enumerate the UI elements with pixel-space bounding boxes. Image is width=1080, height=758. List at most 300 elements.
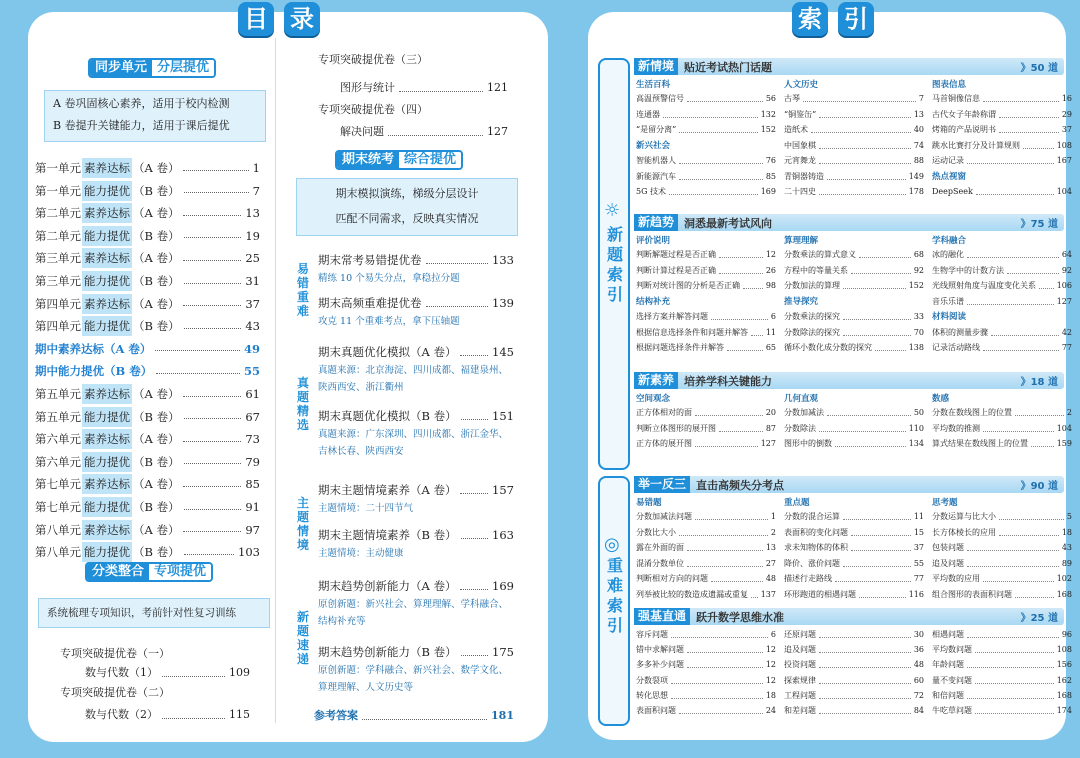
leader-dots	[843, 323, 911, 336]
section-pill	[88, 58, 216, 78]
index-item	[636, 658, 776, 671]
leader-dots	[983, 419, 1054, 432]
leader-dots	[827, 403, 911, 416]
index-item	[636, 326, 776, 339]
section-pill-b: 专项提优	[149, 564, 211, 580]
index-item-name: 运动记录	[932, 156, 964, 165]
index-item-name: 二十四史	[784, 187, 816, 196]
index-item	[932, 123, 1072, 136]
index-item	[932, 526, 1072, 539]
index-count: 》90 道	[1020, 481, 1058, 492]
index-item-page: 60	[913, 675, 924, 685]
special-title: 专项突破提优卷（三）	[318, 53, 428, 66]
unit-page: 19	[245, 228, 260, 243]
index-item	[784, 658, 924, 671]
unit-post: （A 卷）	[133, 477, 180, 492]
index-item-name: 算式结果在数线图上的位置	[932, 439, 1028, 448]
exam-note: 主题情境：主动健康	[318, 548, 404, 559]
section-pill	[85, 562, 213, 582]
unit-row	[35, 226, 260, 246]
index-item-page: 152	[760, 125, 776, 134]
leader-dots	[967, 554, 1059, 567]
exam-title: 期末趋势创新能力（A 卷）	[318, 579, 457, 593]
group-side-label: 主 题 情 境	[296, 496, 309, 552]
special-page: 121	[487, 81, 508, 94]
index-item-name: 分数加减法	[784, 408, 824, 417]
unit-pre: 第一单元	[35, 183, 81, 198]
index-item-name: 图形中的倒数	[784, 439, 832, 448]
index-item	[784, 689, 924, 702]
index-tag: 新趋势	[634, 214, 678, 231]
unit-row	[35, 271, 260, 291]
index-item-name: 列举被比较的数造成遗漏或重复	[636, 589, 748, 599]
index-item	[636, 422, 776, 435]
index-item-name: 判断立体图形的展开图	[636, 423, 716, 433]
target-icon: ◎	[604, 534, 620, 555]
unit-pre: 第三单元	[35, 274, 81, 288]
unit-page: 79	[245, 454, 260, 469]
index-category: 生活百科	[636, 80, 671, 90]
unit-tag: 素养达标	[82, 429, 132, 449]
index-item-page: 77	[1061, 343, 1072, 352]
exam-row	[318, 344, 514, 360]
index-item-page: 168	[1056, 690, 1072, 700]
exam-title: 期末真题优化模拟（A 卷）	[318, 345, 457, 359]
index-tag: 新素养	[634, 372, 678, 389]
index-item-name: 投资问题	[784, 660, 816, 670]
index-item-page: 156	[1056, 660, 1072, 670]
leader-dots	[999, 105, 1059, 118]
index-item-name: 表面积的变化问题	[784, 527, 848, 537]
index-category: 重点题	[784, 498, 810, 508]
leader-dots	[727, 338, 763, 351]
unit-tag: 能力提优	[82, 316, 132, 336]
special-row	[85, 707, 250, 723]
intro-line: B 卷提升关键能力，适用于课后提优	[53, 119, 230, 132]
unit-row	[35, 158, 260, 178]
side-label-key: 重 难 索 引	[606, 556, 623, 635]
index-item	[932, 437, 1072, 450]
leader-dots	[999, 120, 1059, 133]
index-count: 》75 道	[1020, 219, 1058, 230]
index-item-name: 判断计算过程是否正确	[636, 265, 716, 275]
index-item-page: 108	[1056, 645, 1072, 655]
index-count: 》25 道	[1020, 613, 1058, 624]
leader-dots	[819, 671, 911, 684]
leader-dots	[162, 703, 225, 719]
index-item	[784, 572, 924, 585]
unit-page: 73	[245, 432, 260, 447]
index-category: 推导探究	[784, 296, 819, 307]
unit-pre: 第一单元	[35, 161, 81, 175]
section-pill-b: 综合提优	[399, 152, 461, 168]
leader-dots	[184, 192, 249, 193]
leader-dots	[859, 245, 911, 258]
index-item-name: 组合图形的表面积问题	[932, 589, 1012, 599]
index-item-page: 11	[765, 327, 776, 337]
leader-dots	[184, 554, 234, 555]
index-item	[932, 406, 1072, 419]
section-pill-a: 期末统考	[337, 152, 399, 168]
exam-page: 139	[492, 296, 514, 310]
special-row	[318, 52, 468, 68]
leader-dots	[679, 523, 768, 536]
index-item	[932, 279, 1072, 292]
leader-dots	[843, 276, 906, 289]
index-item-page: 30	[913, 630, 924, 639]
unit-page: 103	[238, 545, 260, 560]
index-item	[932, 326, 1072, 339]
special-row	[340, 124, 508, 140]
index-item-page: 56	[765, 94, 776, 103]
index-item-name: 光线照射角度与温度变化关系	[932, 281, 1036, 290]
leader-dots	[183, 215, 241, 216]
index-item-name: 烤箱的产品说明书	[932, 125, 996, 134]
answer-row	[314, 708, 514, 724]
leader-dots	[819, 655, 911, 668]
index-item-page: 88	[913, 156, 924, 165]
index-item	[932, 510, 1072, 523]
leader-dots	[399, 76, 483, 92]
index-item-name: 马首铜像信息	[932, 94, 980, 103]
index-category: 评价说明	[636, 236, 671, 246]
index-item-name: 平均数的应用	[932, 574, 980, 583]
toc-title: 目 录	[238, 2, 320, 36]
index-item-name: 包装问题	[932, 543, 964, 552]
unit-post: （B 卷）	[133, 319, 180, 334]
index-item-page: 70	[913, 327, 924, 337]
exam-note: 主题情境：二十四节气	[318, 503, 414, 514]
index-item-page: 7	[918, 94, 924, 103]
leader-dots	[819, 419, 906, 432]
index-item-name: 分数除法	[784, 423, 816, 433]
index-item-name: 判断相对方向的问题	[636, 574, 708, 583]
index-item-page: 162	[1056, 675, 1072, 685]
special-page: 127	[487, 125, 508, 138]
index-item	[636, 643, 776, 656]
special-title: 专项突破提优卷（一）	[60, 647, 170, 660]
index-item	[784, 643, 924, 656]
index-item-name: 还原问题	[784, 630, 816, 639]
leader-dots	[983, 89, 1059, 102]
index-item-name: 选择方案并解答问题	[636, 312, 708, 321]
index-item-name: 分数裂项	[636, 675, 668, 685]
unit-row	[35, 429, 260, 449]
leader-dots	[819, 182, 906, 195]
index-item	[932, 295, 1072, 308]
index-tag: 举一反三	[634, 476, 690, 493]
index-category: 结构补充	[636, 296, 671, 307]
leader-dots	[967, 625, 1059, 638]
index-sub: 洞悉最新考试风向	[684, 216, 773, 230]
unit-post: （B 卷）	[133, 500, 180, 514]
group-side-label: 新 题 速 递	[296, 610, 309, 666]
index-item-name: 分数加减法问题	[636, 512, 692, 521]
index-item-name: 高温预警信号	[636, 94, 684, 103]
index-item	[932, 185, 1072, 198]
index-item-page: 104	[1056, 423, 1072, 433]
index-tag: 强基直通	[634, 608, 690, 625]
index-item-page: 16	[1061, 94, 1072, 103]
leader-dots	[851, 261, 911, 274]
index-item-name: 求未知物体的体积	[784, 543, 848, 552]
leader-dots	[426, 291, 489, 307]
leader-dots	[819, 640, 911, 653]
index-item-name: 正方体相对的面	[636, 408, 692, 417]
unit-tag: 素养达标	[82, 294, 132, 314]
index-item-name: 追及问题	[784, 645, 816, 655]
leader-dots	[669, 182, 758, 195]
index-item-name: 分数运算与比大小	[932, 512, 996, 521]
index-item-name: 露在外面的面	[636, 543, 684, 552]
index-category: 材料阅读	[932, 312, 967, 322]
index-item-page: 12	[765, 660, 776, 670]
index-item	[636, 526, 776, 539]
unit-pre: 第六单元	[35, 454, 81, 469]
unit-pre: 第六单元	[35, 432, 81, 447]
index-item-page: 92	[1061, 265, 1072, 275]
exam-page: 151	[492, 409, 514, 423]
intro-line: A 卷巩固核心素养，适用于校内检测	[53, 97, 230, 110]
index-item	[636, 248, 776, 261]
leader-dots	[695, 434, 758, 447]
index-item	[784, 437, 924, 450]
index-item	[932, 541, 1072, 554]
unit-page: 97	[245, 522, 260, 537]
index-item-name: “是留分离”	[636, 125, 677, 134]
index-item	[636, 123, 776, 136]
index-item-name: 根据信息选择条件和问题并解答	[636, 327, 748, 337]
leader-dots	[184, 463, 242, 464]
index-bar	[634, 214, 1064, 231]
index-item-name: 平均数的推测	[932, 423, 980, 433]
index-item	[932, 341, 1072, 354]
index-item-page: 152	[908, 281, 924, 290]
index-item	[784, 154, 924, 167]
unit-row	[35, 474, 260, 494]
leader-dots	[1015, 403, 1064, 416]
index-item-page: 116	[908, 589, 924, 599]
index-item-name: “铜鉴缶”	[784, 109, 817, 119]
unit-post: （A 卷）	[133, 387, 180, 401]
leader-dots	[851, 538, 911, 551]
index-item-name: 青铜器铸造	[784, 171, 824, 181]
index-item-page: 77	[913, 574, 924, 583]
special-page: 115	[229, 708, 250, 721]
index-item	[932, 689, 1072, 702]
unit-post: （B 卷）	[133, 454, 180, 469]
leader-dots	[461, 523, 488, 539]
index-item	[784, 108, 924, 121]
index-item	[784, 139, 924, 152]
index-item	[636, 704, 776, 717]
unit-post: （A 卷）	[133, 432, 180, 447]
index-item-page: 2	[770, 527, 776, 537]
leader-dots	[671, 686, 763, 699]
index-item-page: 37	[1061, 125, 1072, 134]
leader-dots	[983, 569, 1054, 582]
special-row	[60, 646, 210, 662]
index-item	[932, 643, 1072, 656]
unit-page: 43	[245, 319, 260, 334]
unit-pre: 第五单元	[35, 409, 81, 424]
leader-dots	[743, 276, 763, 289]
leader-dots	[819, 136, 911, 149]
unit-pre: 第四单元	[35, 296, 81, 311]
index-item-page: 11	[913, 512, 924, 521]
special-row	[318, 102, 468, 118]
leader-dots	[835, 569, 911, 582]
index-item-page: 127	[760, 439, 776, 448]
leader-dots	[999, 507, 1064, 520]
exam-note: 精练 10 个易失分点，拿稳拉分题	[318, 273, 460, 284]
index-item	[636, 557, 776, 570]
unit-post: （A 卷）	[133, 296, 180, 311]
index-bar	[634, 476, 1064, 493]
unit-post: （A 卷）	[133, 522, 180, 537]
special-row	[85, 665, 250, 681]
index-item-page: 134	[908, 439, 924, 448]
index-item-page: 2	[1066, 408, 1072, 417]
index-category: 图表信息	[932, 80, 967, 90]
index-item-page: 55	[913, 558, 924, 568]
index-category: 几何直观	[784, 394, 819, 404]
index-item-name: 音乐乐谱	[932, 296, 964, 306]
exam-title: 期末常考易错提优卷	[318, 253, 422, 267]
index-item-page: 132	[760, 109, 776, 119]
exam-note: 真题来源：广东深圳、四川成都、浙江金华、吉林长春、陕西西安	[318, 429, 509, 457]
index-count: 》18 道	[1020, 377, 1058, 388]
index-sub: 培养学科关键能力	[684, 374, 773, 388]
unit-pre: 第五单元	[35, 387, 81, 401]
index-category: 人文历史	[784, 80, 819, 90]
index-category: 易错题	[636, 498, 662, 508]
index-item-name: 智能机器人	[636, 156, 676, 165]
leader-dots	[183, 170, 248, 171]
index-item-page: 48	[913, 660, 924, 670]
index-item	[784, 541, 924, 554]
bulb-icon: ☼	[604, 200, 621, 221]
index-item-page: 6	[770, 312, 776, 321]
leader-dots	[1031, 434, 1054, 447]
index-category: 算理理解	[784, 236, 819, 246]
answer-title: 参考答案	[314, 709, 358, 722]
index-item	[636, 689, 776, 702]
index-item	[636, 264, 776, 277]
index-item-page: 20	[765, 408, 776, 417]
index-item-name: 中国象棋	[784, 140, 816, 150]
leader-dots	[751, 585, 758, 598]
exam-row	[318, 252, 514, 268]
index-item	[636, 588, 776, 601]
leader-dots	[967, 151, 1054, 164]
index-item-page: 106	[1056, 281, 1072, 290]
index-item	[932, 108, 1072, 121]
index-item-page: 37	[913, 543, 924, 552]
unit-tag: 素养达标	[82, 520, 132, 540]
leader-dots	[687, 640, 763, 653]
index-item	[784, 557, 924, 570]
index-item	[932, 674, 1072, 687]
answer-page: 181	[491, 709, 514, 722]
index-item-page: 178	[908, 187, 924, 196]
leader-dots	[183, 531, 241, 532]
unit-tag: 能力提优	[82, 542, 132, 562]
side-label-new: 新 题 索 引	[606, 225, 623, 304]
index-item-page: 96	[1061, 630, 1072, 639]
leader-dots	[991, 323, 1059, 336]
exam-row	[318, 578, 514, 594]
index-item-page: 127	[1056, 296, 1072, 306]
index-item-name: 牛吃草问题	[932, 706, 972, 715]
unit-pre: 第二单元	[35, 206, 81, 221]
section-pill-b: 分层提优	[152, 60, 214, 76]
index-category: 空间观念	[636, 394, 671, 404]
index-item-name: 探索规律	[784, 675, 816, 685]
unit-pre: 期中能力提优（B 卷）	[35, 364, 153, 379]
index-item-page: 137	[760, 589, 776, 599]
leader-dots	[811, 120, 911, 133]
leader-dots	[976, 182, 1054, 195]
index-item-page: 36	[913, 645, 924, 655]
index-item-name: 转化思想	[636, 690, 668, 700]
index-item-page: 138	[908, 343, 924, 352]
index-sub: 贴近考试热门话题	[684, 60, 773, 74]
index-item-page: 74	[913, 140, 924, 150]
index-item-name: 方程中的等量关系	[784, 265, 848, 275]
leader-dots	[975, 671, 1054, 684]
unit-row	[35, 542, 260, 562]
index-item-name: 工程问题	[784, 690, 816, 700]
index-item	[636, 279, 776, 292]
index-item-name: 体积的测量步骤	[932, 327, 988, 337]
index-item-page: 40	[913, 125, 924, 134]
unit-page: 61	[245, 387, 260, 401]
index-item	[636, 406, 776, 419]
index-item	[932, 588, 1072, 601]
leader-dots	[719, 261, 763, 274]
exam-row	[318, 295, 514, 311]
leader-dots	[183, 486, 241, 487]
index-item	[784, 510, 924, 523]
leader-dots	[388, 120, 483, 136]
index-item	[932, 557, 1072, 570]
leader-dots	[695, 507, 768, 520]
exam-note: 真题来源：北京海淀、四川成都、福建泉州、陕西西安、浙江衢州	[318, 365, 509, 393]
unit-row	[35, 316, 260, 336]
index-item-name: 循环小数化成分数的探究	[784, 343, 872, 352]
leader-dots	[803, 89, 916, 102]
special-title: 图形与统计	[340, 81, 395, 94]
index-item-name: 分数乘法的算式意义	[784, 250, 856, 259]
unit-tag: 素养达标	[82, 203, 132, 223]
unit-page: 37	[245, 296, 260, 311]
unit-pre: 第四单元	[35, 319, 81, 334]
leader-dots	[967, 245, 1059, 258]
index-item-name: 相遇问题	[932, 630, 964, 639]
exam-note: 原创新题：学科融合、新兴社会、数学文化、算理理解、人文历史等	[318, 665, 509, 693]
index-item-name: 生物学中的计数方法	[932, 265, 1004, 275]
exam-title: 期末趋势创新能力（B 卷）	[318, 645, 457, 659]
index-item-name: 记录活动路线	[932, 343, 980, 352]
index-item-name: 容斥问题	[636, 630, 668, 639]
leader-dots	[875, 338, 906, 351]
leader-dots	[711, 569, 763, 582]
index-item-page: 13	[765, 543, 776, 552]
index-item-page: 13	[913, 109, 924, 119]
index-item	[784, 185, 924, 198]
index-item-page: 6	[770, 630, 776, 639]
